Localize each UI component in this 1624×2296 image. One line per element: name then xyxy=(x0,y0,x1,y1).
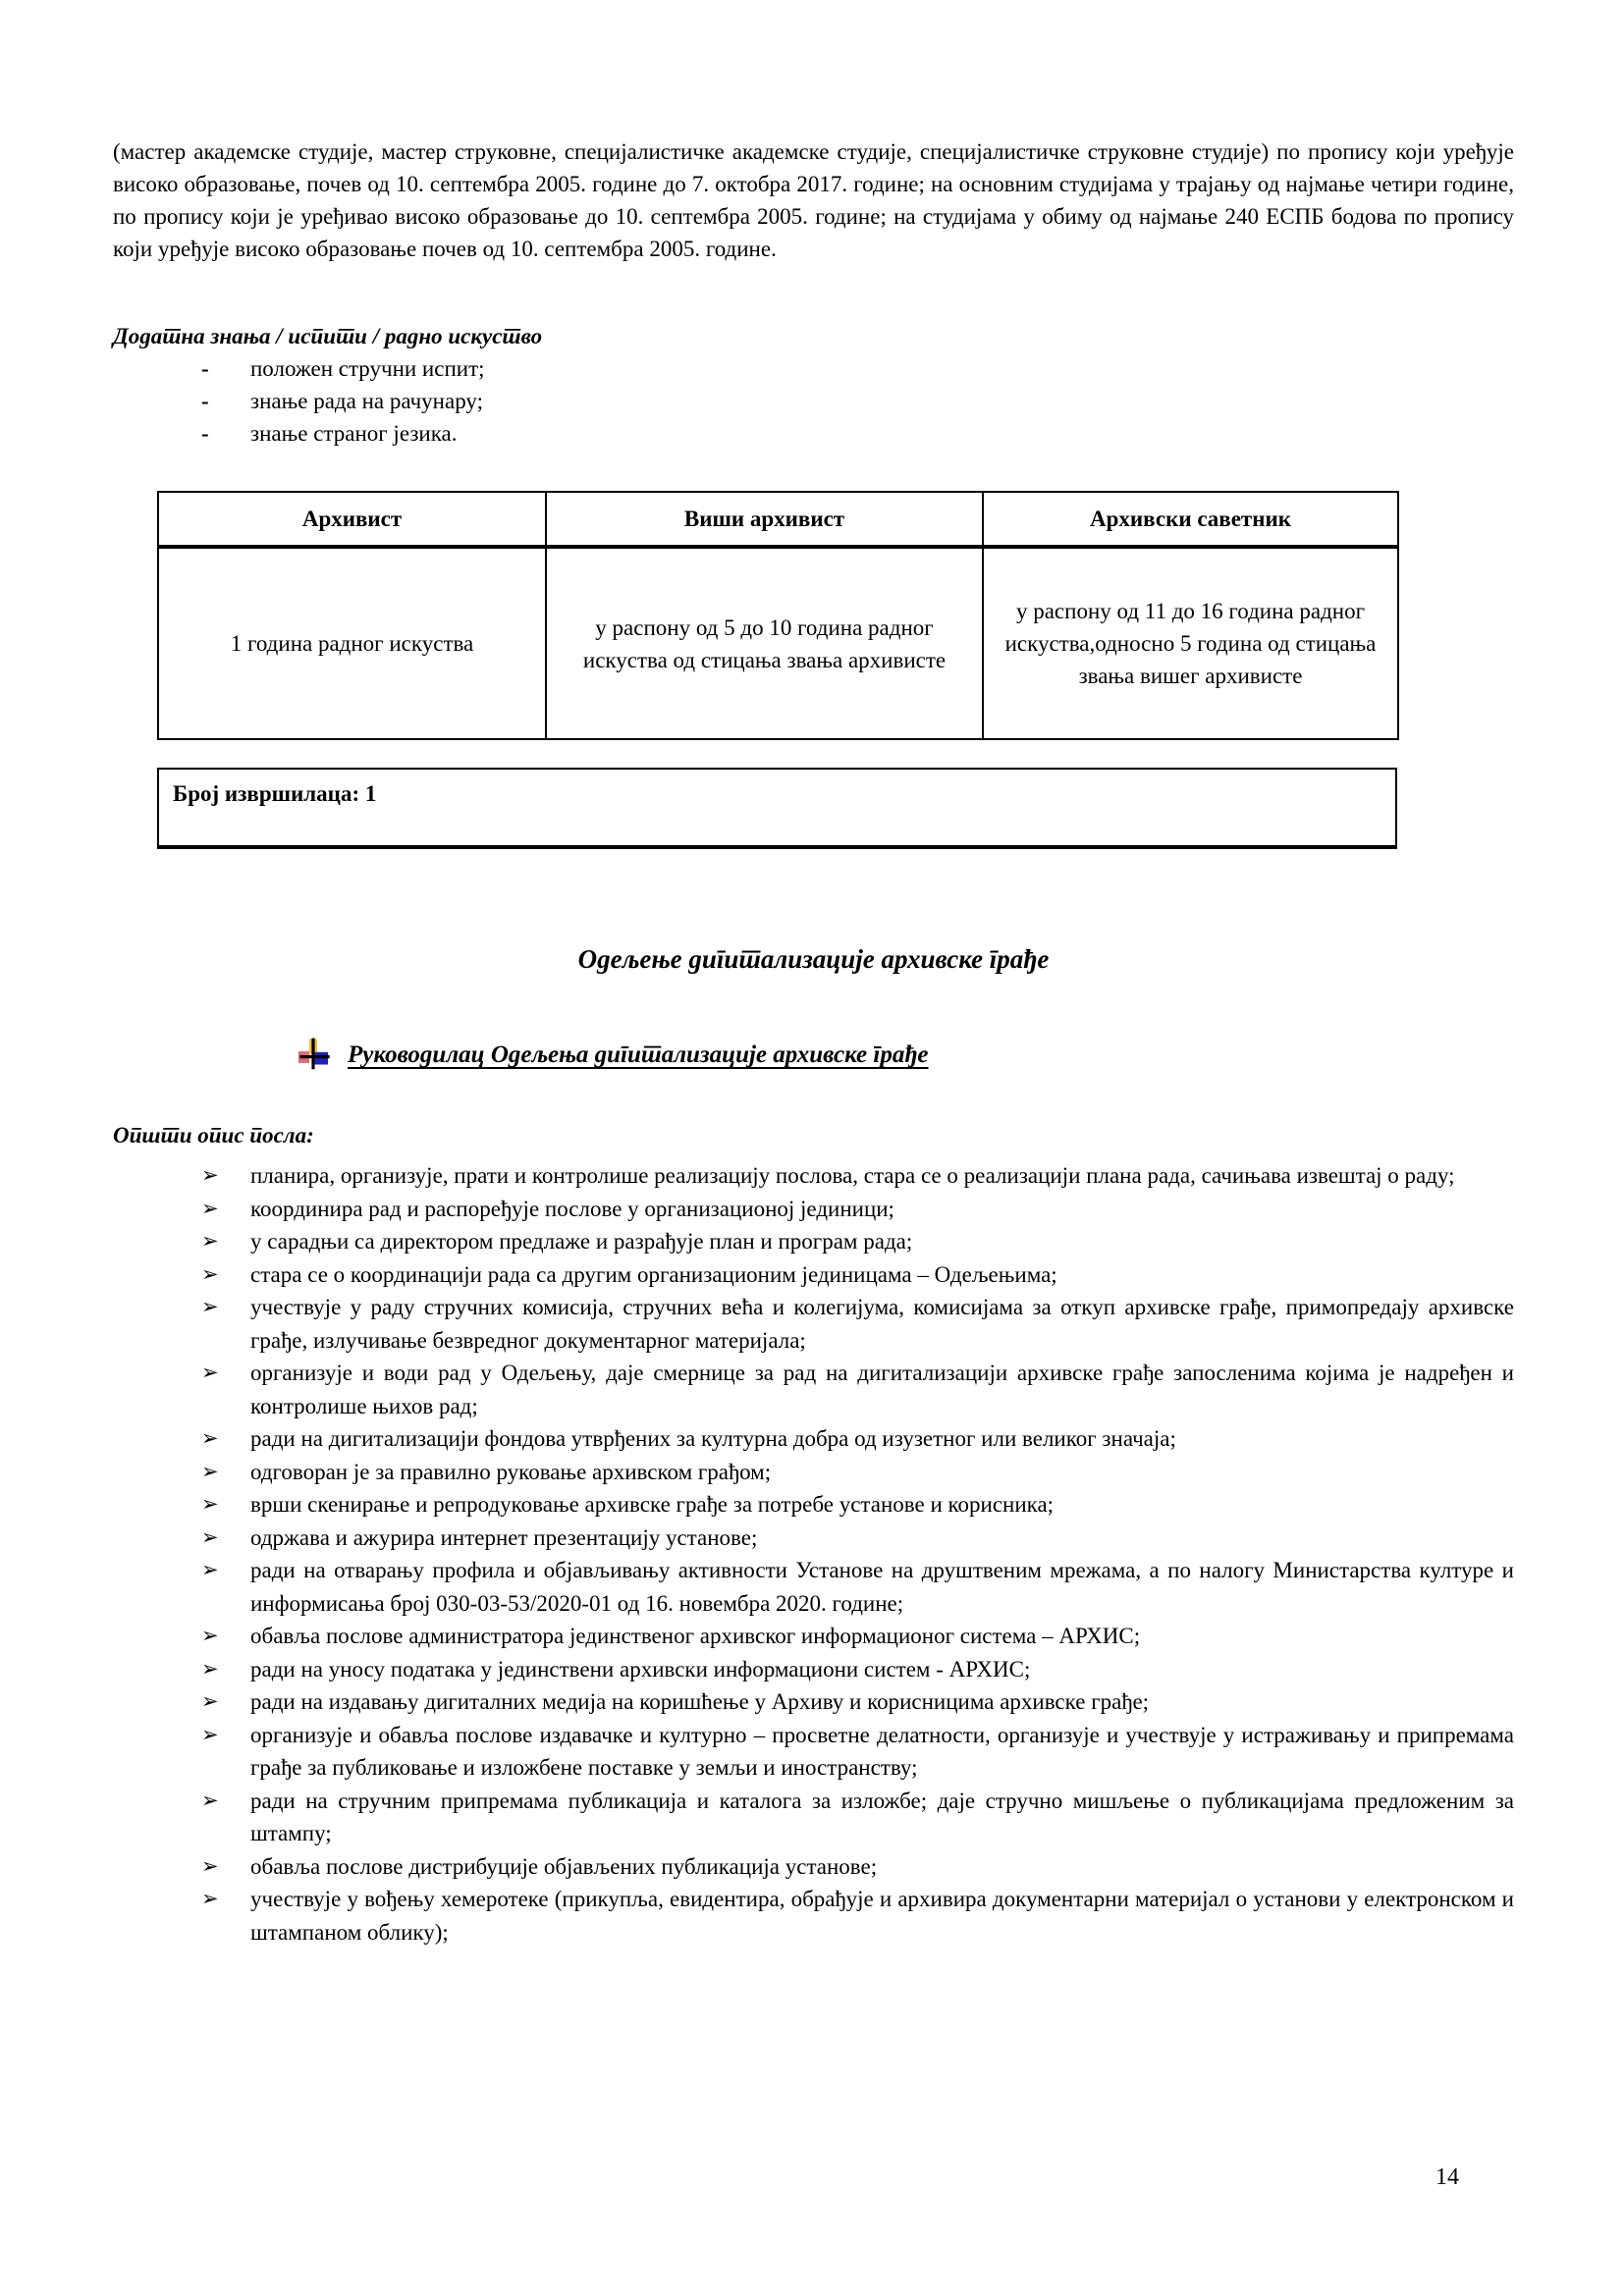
list-item-text: учествује у вођењу хемеротеке (прикупља, евидентира, обрађује и архивира документарни материјал о установи у електронском и штампаном облику); xyxy=(250,1887,1514,1945)
arrow-marker: ➢ xyxy=(201,1295,219,1318)
arrow-marker: ➢ xyxy=(201,1426,219,1450)
list-item xyxy=(113,417,1514,450)
arrow-marker: ➢ xyxy=(201,1196,219,1220)
list-item-text: ради на дигитализацији фондова утврђених за културна добра од изузетног или великог значаја; xyxy=(250,1426,1176,1451)
list-item-text: организује и води рад у Одељењу, даје смернице за рад на дигитализацији архивске грађе запосленима којима је надређен и контролише њихов рад; xyxy=(250,1361,1514,1418)
list-item-text: планира, организује, прати и контролише реализацију послова, стара се о реализацији плана рада, сачињава извештај о раду; xyxy=(250,1163,1455,1188)
arrow-marker: ➢ xyxy=(201,1459,219,1483)
list-item xyxy=(113,1522,1514,1555)
table-header-archivist: Архивист xyxy=(158,492,546,547)
table-row xyxy=(158,547,1398,739)
arrow-marker: ➢ xyxy=(201,1788,219,1812)
list-item xyxy=(113,1488,1514,1522)
job-description-list xyxy=(113,1159,1514,1949)
list-item-text: ради на издавању дигиталних медија на коришћење у Архиву и корисницима архивске грађе; xyxy=(250,1689,1150,1714)
list-item xyxy=(113,1225,1514,1258)
list-item-text: стара се о координацији рада са другим организационим јединицама – Одељењима; xyxy=(250,1261,1057,1287)
role-heading-line xyxy=(295,1037,1514,1074)
arrow-marker: ➢ xyxy=(201,1624,219,1647)
list-item xyxy=(113,1291,1514,1357)
list-item xyxy=(113,1850,1514,1884)
arrow-marker: ➢ xyxy=(201,1524,219,1549)
table-header-archival-adviser: Архивски саветник xyxy=(983,492,1398,547)
arrow-marker: ➢ xyxy=(201,1656,219,1681)
arrow-marker: ➢ xyxy=(201,1853,219,1878)
dash-marker: - xyxy=(201,421,209,446)
list-item xyxy=(113,1422,1514,1456)
list-item xyxy=(113,1785,1514,1850)
list-item-text: у сарадњи са директором предлаже и разрађује план и програм рада; xyxy=(250,1229,913,1254)
list-item xyxy=(113,1883,1514,1949)
arrow-marker: ➢ xyxy=(201,1361,219,1384)
table-header-row xyxy=(158,492,1398,547)
table-header-senior-archivist: Виши архивист xyxy=(546,492,983,547)
list-item-text: ради на уносу података у јединствени архивски информациони систем - АРХИС; xyxy=(250,1656,1031,1682)
list-item-text: положен стручни испит; xyxy=(250,356,485,381)
list-item xyxy=(113,1719,1514,1785)
table-cell-archivist: 1 година радног искуства xyxy=(158,547,546,739)
table-cell-archival-adviser: у распону од 11 до 16 година радног искуства,односно 5 година од стицања звања вишег архивисте xyxy=(983,547,1398,739)
arrow-marker: ➢ xyxy=(201,1689,219,1713)
dash-marker: - xyxy=(201,356,209,381)
arrow-marker: ➢ xyxy=(201,1558,219,1581)
table-cell-senior-archivist: у распону од 5 до 10 година радног искуства од стицања звања архивисте xyxy=(546,547,983,739)
additional-knowledge-list xyxy=(113,352,1514,450)
executors-count-box xyxy=(157,768,1397,849)
list-item-text: ради на стручним припремама публикација и каталога за изложбе; даје стручно мишљење о публикацијама предложеним за штампу; xyxy=(250,1788,1514,1845)
list-item-text: ради на отварању профила и објављивању активности Установе на друштвеним мрежама, а по налогу Министарства културе и информисања број 030-03-53/2020-01 од 16. новембра 2020. године; xyxy=(250,1558,1514,1616)
list-item-text: обавља послове дистрибуције објављених публикација установе; xyxy=(250,1853,878,1879)
arrow-marker: ➢ xyxy=(201,1722,219,1746)
list-item xyxy=(113,352,1514,385)
list-item-text: знање рада на рачунару; xyxy=(250,389,483,413)
list-item-text: одржава и ажурира интернет презентацију установе; xyxy=(250,1524,758,1550)
intro-paragraph: (мастер академске студије, мастер струковне, специјалистичке академске студије, специјалистичке струковне студије) по пропису који уређује високо образовање, почев од 10. септембра 2005. године до 7. октобра 2017. године; на основним студијама у трајању од најмање четири године, по пропису који је уређивао високо образовање до 10. септембра 2005. године; на студијама у обиму од најмање 240 ЕСПБ бодова по пропису који уређује високо образовање почев од 10. септембра 2005. године. xyxy=(113,139,1514,261)
executors-count-label: Број извршилаца: 1 xyxy=(173,781,377,806)
list-item xyxy=(113,1258,1514,1292)
list-item xyxy=(113,1554,1514,1620)
list-item xyxy=(113,1193,1514,1226)
list-item xyxy=(113,1456,1514,1489)
arrow-marker: ➢ xyxy=(201,1887,219,1910)
arrow-marker: ➢ xyxy=(201,1261,219,1286)
section-title: Одељење дигитализације архивске грађе xyxy=(577,944,1050,974)
job-description-heading: Општи опис посла: xyxy=(113,1123,314,1148)
additional-knowledge-heading: Додатна знања / испити / радно искуство xyxy=(113,324,543,348)
list-item xyxy=(113,1685,1514,1719)
arrow-marker: ➢ xyxy=(201,1492,219,1516)
list-item xyxy=(113,1653,1514,1686)
list-item-text: одговоран је за правилно руковање архивском грађом; xyxy=(250,1459,772,1484)
list-item xyxy=(113,1159,1514,1193)
list-item-text: врши скенирање и репродуковање архивске грађе за потребе установе и корисника; xyxy=(250,1492,1055,1517)
list-item xyxy=(113,1620,1514,1653)
list-item-text: обавља послове администратора јединственог архивског информационог система – АРХИС; xyxy=(250,1624,1141,1648)
list-item-text: организује и обавља послове издавачке и културно – просветне делатности, организује и учествује у истраживању и припремама грађе за публиковање и изложбене поставке у земљи и иностранству; xyxy=(250,1722,1514,1780)
list-item-text: учествује у раду стручних комисија, стручних већа и колегијума, комисијама за откуп архивске грађе, примопредају архивске грађе, излучивање безвредног документарног материјала; xyxy=(250,1295,1514,1353)
page-number: 14 xyxy=(1435,2164,1459,2190)
list-item xyxy=(113,1357,1514,1422)
arrow-marker: ➢ xyxy=(201,1229,219,1253)
arrow-marker: ➢ xyxy=(201,1163,219,1187)
list-item-text: координира рад и распоређује послове у организационој јединици; xyxy=(250,1196,894,1221)
colored-plus-bullet-icon xyxy=(295,1037,332,1074)
list-item-text: знање страног језика. xyxy=(250,421,458,446)
dash-marker: - xyxy=(201,389,209,413)
list-item xyxy=(113,385,1514,417)
experience-table xyxy=(157,491,1399,740)
role-heading: Руководилац Одељења дигитализације архивске грађе xyxy=(348,1041,929,1068)
